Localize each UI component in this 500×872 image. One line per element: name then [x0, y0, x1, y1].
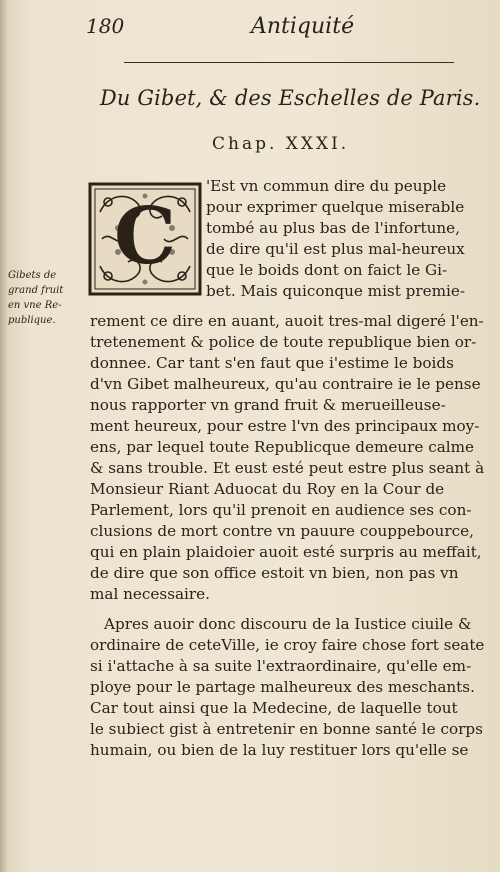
text-line: Monsieur Riant Aduocat du Roy en la Cour de	[90, 480, 445, 498]
text-line: nous rapporter vn grand fruit & merueilleuse-	[90, 396, 446, 414]
text-line: de dire que son office estoit vn bien, non pas vn	[90, 564, 459, 582]
text-line: humain, ou bien de la luy restituer lors qu'elle se	[90, 741, 469, 759]
chapter-number: Chap. XXXI.	[212, 134, 350, 154]
text-line: Apres auoir donc discouru de la Iustice ciuile &	[104, 615, 472, 633]
text-line: bet. Mais quiconque mist premie-	[206, 282, 465, 300]
text-line: 'Est vn commun dire du peuple	[206, 177, 447, 195]
margin-note-line: Gibets de	[8, 270, 57, 281]
text-line: tombé au plus bas de l'infortune,	[206, 219, 460, 237]
text-line: le subiect gist à entretenir en bonne santé le corps	[90, 720, 483, 738]
text-line: ordinaire de ceteVille, ie croy faire chose fort seate	[90, 636, 485, 654]
text-line: clusions de mort contre vn pauure couppebource,	[90, 522, 474, 540]
text-line: ploye pour le partage malheureux des meschants.	[90, 678, 475, 696]
text-line: ens, par lequel toute Republicque demeure calme	[90, 438, 475, 456]
text-line: Car tout ainsi que la Medecine, de laquelle tout	[90, 699, 458, 717]
dropcap-letter: C	[113, 191, 177, 282]
text-line: & sans trouble. Et eust esté peut estre plus seant à	[90, 459, 485, 477]
text-line: Parlement, lors qu'il prenoit en audience ses con-	[90, 501, 472, 519]
margin-note-line: publique.	[8, 315, 56, 326]
text-line: qui en plain plaidoier auoit esté surpris au meffait,	[90, 543, 482, 561]
text-line: que le boids dont on faict le Gi-	[206, 261, 448, 279]
text-line: de dire qu'il est plus mal-heureux	[206, 240, 465, 258]
page-number: 180	[86, 14, 125, 38]
text-line: ment heureux, pour estre l'vn des principaux moy-	[90, 417, 480, 435]
text-line: pour exprimer quelque miserable	[206, 198, 465, 216]
margin-note-line: en vne Re-	[8, 300, 62, 311]
text-line: rement ce dire en auant, auoit tres-mal digeré l'en-	[90, 312, 484, 330]
margin-note-line: grand fruit	[8, 285, 64, 296]
text-line: si i'attache à sa suite l'extraordinaire, qu'elle em-	[90, 657, 472, 675]
chapter-title: Du Gibet, & des Eschelles de Paris.	[100, 86, 481, 110]
text-line: donnee. Car tant s'en faut que i'estime le boids	[90, 354, 454, 372]
text-line: mal necessaire.	[90, 585, 210, 603]
running-title: Antiquité	[251, 14, 355, 39]
text-line: tretenement & police de toute republique bien or-	[90, 333, 477, 351]
text-line: d'vn Gibet malheureux, qu'au contraire ie le pense	[90, 375, 481, 393]
